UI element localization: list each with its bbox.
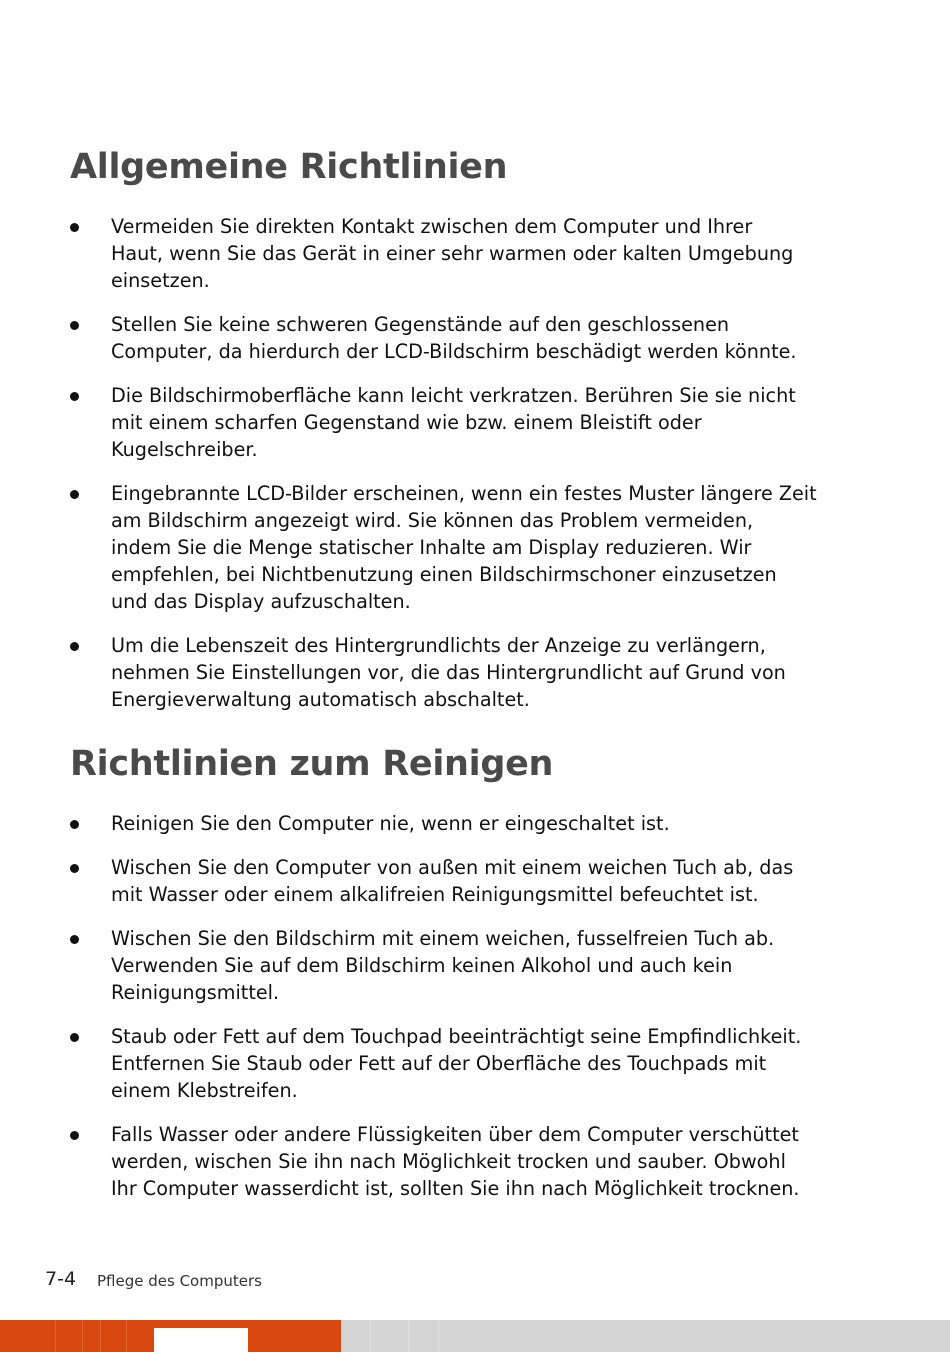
list-item-text-line: am Bildschirm angezeigt wird. Sie können das Problem vermeiden, bbox=[111, 509, 754, 532]
list-item-text-line: Wischen Sie den Bildschirm mit einem weichen, fusselfreien Tuch ab. bbox=[111, 927, 775, 950]
bullet-icon bbox=[70, 392, 79, 401]
list-item-text-line: Falls Wasser oder andere Flüssigkeiten über dem Computer verschüttet bbox=[111, 1123, 799, 1146]
list-item-text-line: indem Sie die Menge statischer Inhalte am Display reduzieren. Wir bbox=[111, 536, 752, 559]
list-item-text-line: Computer, da hierdurch der LCD-Bildschirm beschädigt werden könnte. bbox=[111, 340, 797, 363]
list-item bbox=[0, 925, 891, 1006]
bullet-icon bbox=[70, 935, 79, 944]
cleaning-guidelines-list bbox=[0, 810, 950, 1219]
list-item-text-line: Ihr Computer wasserdicht ist, sollten Sie ihn nach Möglichkeit trocknen. bbox=[111, 1177, 800, 1200]
footer-bar-divider bbox=[370, 1320, 371, 1352]
footer-bar-divider bbox=[82, 1320, 83, 1352]
bullet-icon bbox=[70, 642, 79, 651]
footer-color-bar bbox=[0, 1320, 950, 1352]
footer-bar-divider bbox=[55, 1320, 56, 1352]
bullet-icon bbox=[70, 1131, 79, 1140]
list-item bbox=[0, 1121, 891, 1202]
list-item-text-line: mit Wasser oder einem alkalifreien Reinigungsmittel befeuchtet ist. bbox=[111, 883, 759, 906]
list-item-text-line: Stellen Sie keine schweren Gegenstände auf den geschlossenen bbox=[111, 313, 730, 336]
general-guidelines-list bbox=[0, 213, 950, 730]
section-heading-general: Allgemeine Richtlinien bbox=[70, 147, 508, 187]
list-item-text-line: Reinigen Sie den Computer nie, wenn er eingeschaltet ist. bbox=[111, 812, 670, 835]
list-item-text-line: Kugelschreiber. bbox=[111, 438, 258, 461]
footer-bar-divider bbox=[100, 1320, 101, 1352]
list-item-text-line: werden, wischen Sie ihn nach Möglichkeit trocken und sauber. Obwohl bbox=[111, 1150, 786, 1173]
list-item-text-line: empfehlen, bei Nichtbenutzung einen Bildschirmschoner einzusetzen bbox=[111, 563, 777, 586]
bullet-icon bbox=[70, 321, 79, 330]
bullet-icon bbox=[70, 864, 79, 873]
list-item bbox=[0, 311, 891, 365]
list-item-text-line: nehmen Sie Einstellungen vor, die das Hintergrundlicht auf Grund von bbox=[111, 661, 786, 684]
list-item-text-line: und das Display aufzuschalten. bbox=[111, 590, 411, 613]
list-item-text-line: Entfernen Sie Staub oder Fett auf der Oberfläche des Touchpads mit bbox=[111, 1052, 767, 1075]
list-item-text-line: Reinigungsmittel. bbox=[111, 981, 280, 1004]
list-item-text-line: einsetzen. bbox=[111, 269, 210, 292]
section-heading-cleaning: Richtlinien zum Reinigen bbox=[70, 744, 554, 784]
list-item-text-line: Staub oder Fett auf dem Touchpad beeinträchtigt seine Empfindlichkeit. bbox=[111, 1025, 802, 1048]
list-item-text-line: Energieverwaltung automatisch abschaltet. bbox=[111, 688, 530, 711]
list-item-text-line: Um die Lebenszeit des Hintergrundlichts der Anzeige zu verlängern, bbox=[111, 634, 766, 657]
list-item bbox=[0, 213, 891, 294]
list-item-text-line: einem Klebstreifen. bbox=[111, 1079, 298, 1102]
list-item bbox=[0, 810, 891, 837]
footer-bar-divider bbox=[126, 1320, 127, 1352]
footer-bar-divider bbox=[438, 1320, 439, 1352]
bullet-icon bbox=[70, 1033, 79, 1042]
chapter-title: Pflege des Computers bbox=[97, 1272, 262, 1290]
list-item bbox=[0, 854, 891, 908]
list-item-text-line: Verwenden Sie auf dem Bildschirm keinen Alkohol und auch kein bbox=[111, 954, 733, 977]
list-item-text-line: mit einem scharfen Gegenstand wie bzw. einem Bleistift oder bbox=[111, 411, 702, 434]
list-item-text-line: Eingebrannte LCD-Bilder erscheinen, wenn ein festes Muster längere Zeit bbox=[111, 482, 817, 505]
bullet-icon bbox=[70, 490, 79, 499]
list-item bbox=[0, 1023, 891, 1104]
list-item bbox=[0, 632, 891, 713]
list-item-text-line: Haut, wenn Sie das Gerät in einer sehr warmen oder kalten Umgebung bbox=[111, 242, 794, 265]
footer-bar-divider bbox=[408, 1320, 409, 1352]
list-item-text-line: Wischen Sie den Computer von außen mit einem weichen Tuch ab, das bbox=[111, 856, 794, 879]
list-item bbox=[0, 480, 891, 615]
footer-bar-gray bbox=[341, 1320, 950, 1352]
list-item-text-line: Vermeiden Sie direkten Kontakt zwischen dem Computer und Ihrer bbox=[111, 215, 753, 238]
footer-bar-white-block bbox=[154, 1328, 248, 1352]
list-item-text-line: Die Bildschirmoberfläche kann leicht verkratzen. Berühren Sie sie nicht bbox=[111, 384, 796, 407]
bullet-icon bbox=[70, 223, 79, 232]
list-item bbox=[0, 382, 891, 463]
page-number: 7-4 bbox=[45, 1268, 77, 1290]
bullet-icon bbox=[70, 820, 79, 829]
